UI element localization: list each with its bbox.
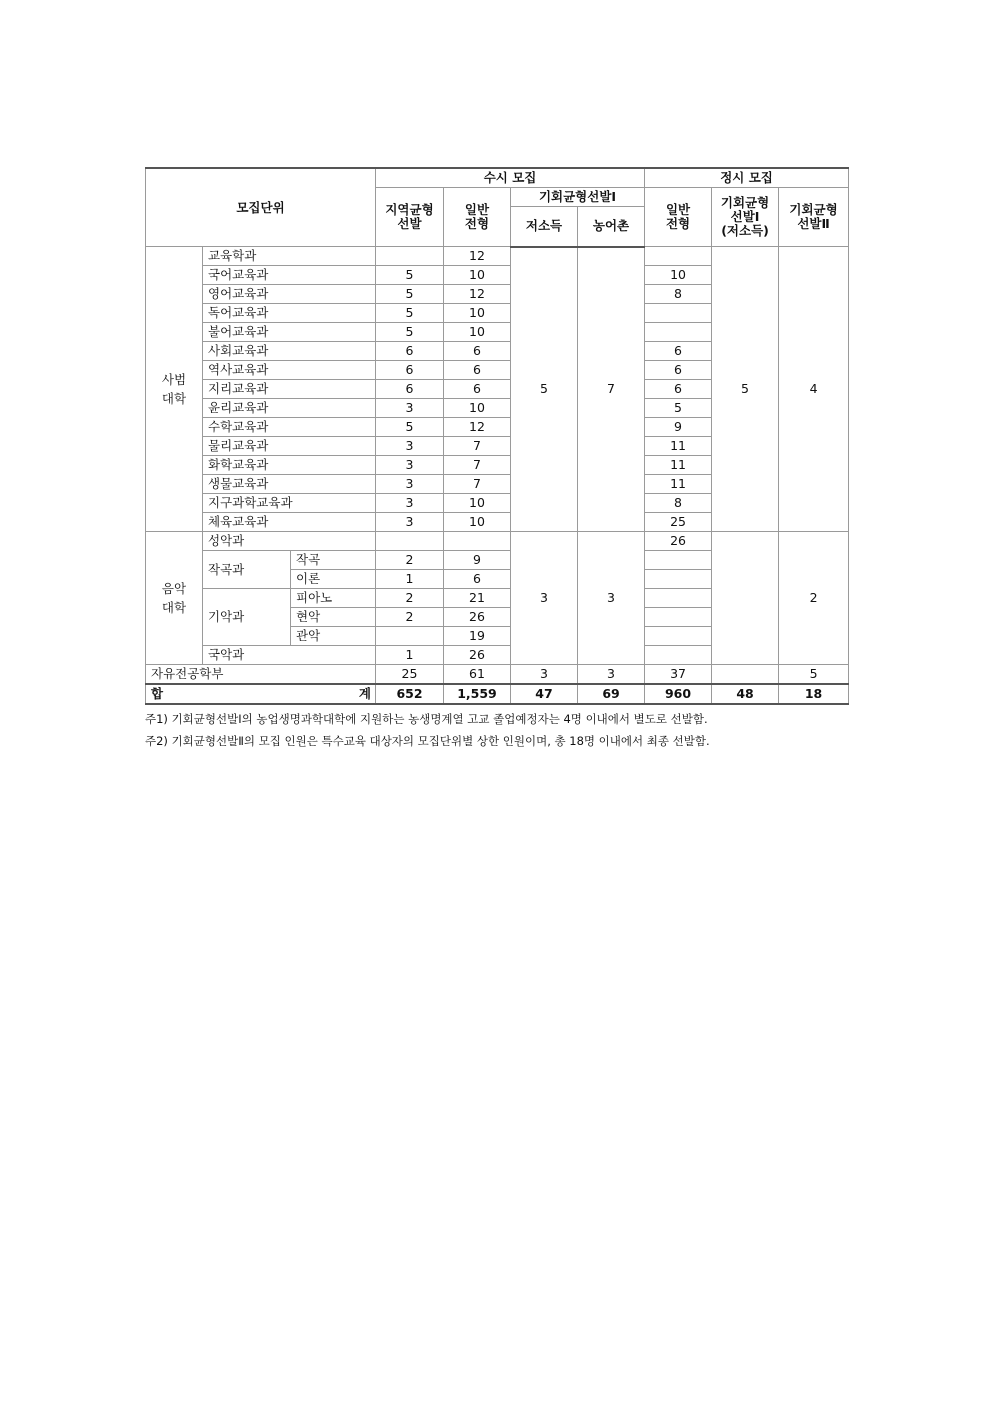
- department-name: 역사교육과: [203, 361, 376, 380]
- jeongsi-general-value: [645, 646, 712, 665]
- jeongsi-general-value: 5: [645, 399, 712, 418]
- jeongsi-general-value: [645, 627, 712, 646]
- regional-value: 2: [376, 608, 444, 627]
- department-name: 지구과학교육과: [203, 494, 376, 513]
- regional-value: [376, 532, 444, 551]
- college-education: [146, 247, 203, 532]
- general-value: 6: [444, 570, 511, 589]
- general-value: 26: [444, 646, 511, 665]
- header-regional-line1: 지역균형: [385, 202, 434, 217]
- general-value: 6: [444, 342, 511, 361]
- regional-value: 3: [376, 513, 444, 532]
- department-name: 윤리교육과: [203, 399, 376, 418]
- general-value: 12: [444, 285, 511, 304]
- total-low-income: 47: [511, 684, 578, 704]
- jeongsi-general-value: 8: [645, 285, 712, 304]
- footnote-1: 주1) 기회균형선발Ⅰ의 농업생명과학대학에 지원하는 농생명계열 고교 졸업예정자는 4명 이내에서 별도로 선발함.: [145, 712, 708, 726]
- regional-value: 3: [376, 475, 444, 494]
- jeongsi-general-value: 8: [645, 494, 712, 513]
- general-value: 19: [444, 627, 511, 646]
- header-jeongsi-opp1-line1: 기회균형: [720, 195, 770, 210]
- footnotes: [145, 708, 848, 752]
- general-value: 6: [444, 380, 511, 399]
- regional-value: 6: [376, 361, 444, 380]
- music-jeongsi-opp1: [712, 532, 779, 665]
- department-name: 사회교육과: [203, 342, 376, 361]
- general-value: 9: [444, 551, 511, 570]
- regional-value: 3: [376, 399, 444, 418]
- department-name: 영어교육과: [203, 285, 376, 304]
- header-general-line1: 일반: [464, 202, 490, 217]
- general-value: 12: [444, 418, 511, 437]
- department-name: 국어교육과: [203, 266, 376, 285]
- jeongsi-general-value: 6: [645, 361, 712, 380]
- jeongsi-general-value: [645, 247, 712, 266]
- jeongsi-general-value: 11: [645, 456, 712, 475]
- low-income-value: 3: [511, 665, 578, 685]
- music-jeongsi-opp2: 2: [779, 532, 849, 665]
- general-value: 10: [444, 513, 511, 532]
- major-name: 피아노: [291, 589, 376, 608]
- header-jeongsi-general-line2: 전형: [665, 216, 691, 231]
- education-jeongsi-opp2: 4: [779, 247, 849, 532]
- college-music-line2: 대학: [161, 600, 187, 615]
- footnote-2: 주2) 기회균형선발Ⅱ의 모집 인원은 특수교육 대상자의 모집단위별 상한 인원이며, 총 18명 이내에서 최종 선발함.: [145, 734, 710, 748]
- table-row: [146, 532, 849, 551]
- total-j-general: 960: [645, 684, 712, 704]
- general-value: 10: [444, 323, 511, 342]
- jeongsi-general-value: 11: [645, 437, 712, 456]
- regional-value: 5: [376, 418, 444, 437]
- department-name: 성악과: [203, 532, 376, 551]
- regional-value: 5: [376, 266, 444, 285]
- jeongsi-general-value: [645, 304, 712, 323]
- total-rural: 69: [578, 684, 645, 704]
- department-name: 불어교육과: [203, 323, 376, 342]
- header-low-income: 저소득: [511, 207, 578, 247]
- department-name: 국악과: [203, 646, 376, 665]
- major-name: 관악: [291, 627, 376, 646]
- music-rural: 3: [578, 532, 645, 665]
- major-name: 현악: [291, 608, 376, 627]
- department-name: 지리교육과: [203, 380, 376, 399]
- regional-value: [376, 247, 444, 266]
- regional-value: 5: [376, 304, 444, 323]
- regional-value: 3: [376, 494, 444, 513]
- department-name: 독어교육과: [203, 304, 376, 323]
- table-row-free-major: [146, 665, 849, 685]
- department-name: 물리교육과: [203, 437, 376, 456]
- jeongsi-general-value: 11: [645, 475, 712, 494]
- general-value: 7: [444, 475, 511, 494]
- admissions-quota-table: [145, 167, 849, 705]
- department-name: 체육교육과: [203, 513, 376, 532]
- j-opp2-value: 5: [779, 665, 849, 685]
- general-value: 10: [444, 266, 511, 285]
- general-value: 12: [444, 247, 511, 266]
- total-label-left: 합: [151, 686, 164, 701]
- header-opportunity-1: 기회균형선발Ⅰ: [511, 188, 645, 207]
- college-education-line2: 대학: [161, 391, 187, 406]
- general-value: 7: [444, 437, 511, 456]
- general-value: [444, 532, 511, 551]
- general-value: 6: [444, 361, 511, 380]
- general-value: 10: [444, 494, 511, 513]
- music-low-income: 3: [511, 532, 578, 665]
- major-name: 이론: [291, 570, 376, 589]
- department-name: 화학교육과: [203, 456, 376, 475]
- regional-value: 2: [376, 589, 444, 608]
- regional-value: 6: [376, 380, 444, 399]
- regional-value: 2: [376, 551, 444, 570]
- header-jeongsi-opp2-line1: 기회균형: [789, 202, 838, 217]
- jeongsi-general-value: 6: [645, 342, 712, 361]
- total-j-opp2: 18: [779, 684, 849, 704]
- header-rural: 농어촌: [578, 207, 645, 247]
- general-value: 21: [444, 589, 511, 608]
- header-jeongsi-general-line1: 일반: [665, 202, 691, 217]
- general-value: 26: [444, 608, 511, 627]
- header-jeongsi-opportunity-2: [779, 188, 849, 247]
- college-music-line1: 음악: [161, 581, 187, 596]
- admissions-document: [145, 167, 848, 752]
- general-value: 61: [444, 665, 511, 685]
- regional-value: [376, 627, 444, 646]
- total-label: [146, 684, 376, 704]
- total-label-right: 계: [358, 686, 371, 701]
- header-general: [444, 188, 511, 247]
- regional-value: 1: [376, 646, 444, 665]
- education-low-income: 5: [511, 247, 578, 532]
- j-opp1-value: [712, 665, 779, 685]
- jeongsi-general-value: [645, 589, 712, 608]
- jeongsi-general-value: [645, 323, 712, 342]
- jeongsi-general-value: [645, 608, 712, 627]
- header-jeongsi-opportunity-1: [712, 188, 779, 247]
- header-jeongsi-general: [645, 188, 712, 247]
- college-music: [146, 532, 203, 665]
- table-row: [146, 247, 849, 266]
- total-general: 1,559: [444, 684, 511, 704]
- jeongsi-general-value: 26: [645, 532, 712, 551]
- department-name: 생물교육과: [203, 475, 376, 494]
- regional-value: 5: [376, 323, 444, 342]
- department-group-instrumental: 기악과: [203, 589, 291, 646]
- jeongsi-general-value: [645, 551, 712, 570]
- department-group-composition: 작곡과: [203, 551, 291, 589]
- general-value: 7: [444, 456, 511, 475]
- header-regional-line2: 선발: [397, 216, 422, 231]
- jeongsi-general-value: 6: [645, 380, 712, 399]
- header-regional: [376, 188, 444, 247]
- total-regional: 652: [376, 684, 444, 704]
- total-j-opp1: 48: [712, 684, 779, 704]
- header-general-line2: 전형: [464, 216, 490, 231]
- department-name: 교육학과: [203, 247, 376, 266]
- header-jeongsi: 정시 모집: [645, 168, 849, 188]
- regional-value: 25: [376, 665, 444, 685]
- department-name: 수학교육과: [203, 418, 376, 437]
- regional-value: 3: [376, 456, 444, 475]
- header-jeongsi-opp2-line2: 선발Ⅱ: [797, 216, 830, 231]
- header-jeongsi-opp1-line2: 선발Ⅰ: [730, 209, 760, 224]
- education-jeongsi-opp1: 5: [712, 247, 779, 532]
- jeongsi-general-value: [645, 570, 712, 589]
- department-name: 자유전공학부: [146, 665, 376, 685]
- regional-value: 3: [376, 437, 444, 456]
- major-name: 작곡: [291, 551, 376, 570]
- general-value: 10: [444, 399, 511, 418]
- regional-value: 5: [376, 285, 444, 304]
- jeongsi-general-value: 10: [645, 266, 712, 285]
- j-general-value: 37: [645, 665, 712, 685]
- header-jeongsi-opp1-line3: (저소득): [721, 223, 769, 238]
- header-unit: 모집단위: [146, 168, 376, 247]
- rural-value: 3: [578, 665, 645, 685]
- table-row-total: [146, 684, 849, 704]
- college-education-line1: 사범: [161, 372, 187, 387]
- header-susi: 수시 모집: [376, 168, 645, 188]
- general-value: 10: [444, 304, 511, 323]
- jeongsi-general-value: 25: [645, 513, 712, 532]
- regional-value: 6: [376, 342, 444, 361]
- jeongsi-general-value: 9: [645, 418, 712, 437]
- regional-value: 1: [376, 570, 444, 589]
- education-rural: 7: [578, 247, 645, 532]
